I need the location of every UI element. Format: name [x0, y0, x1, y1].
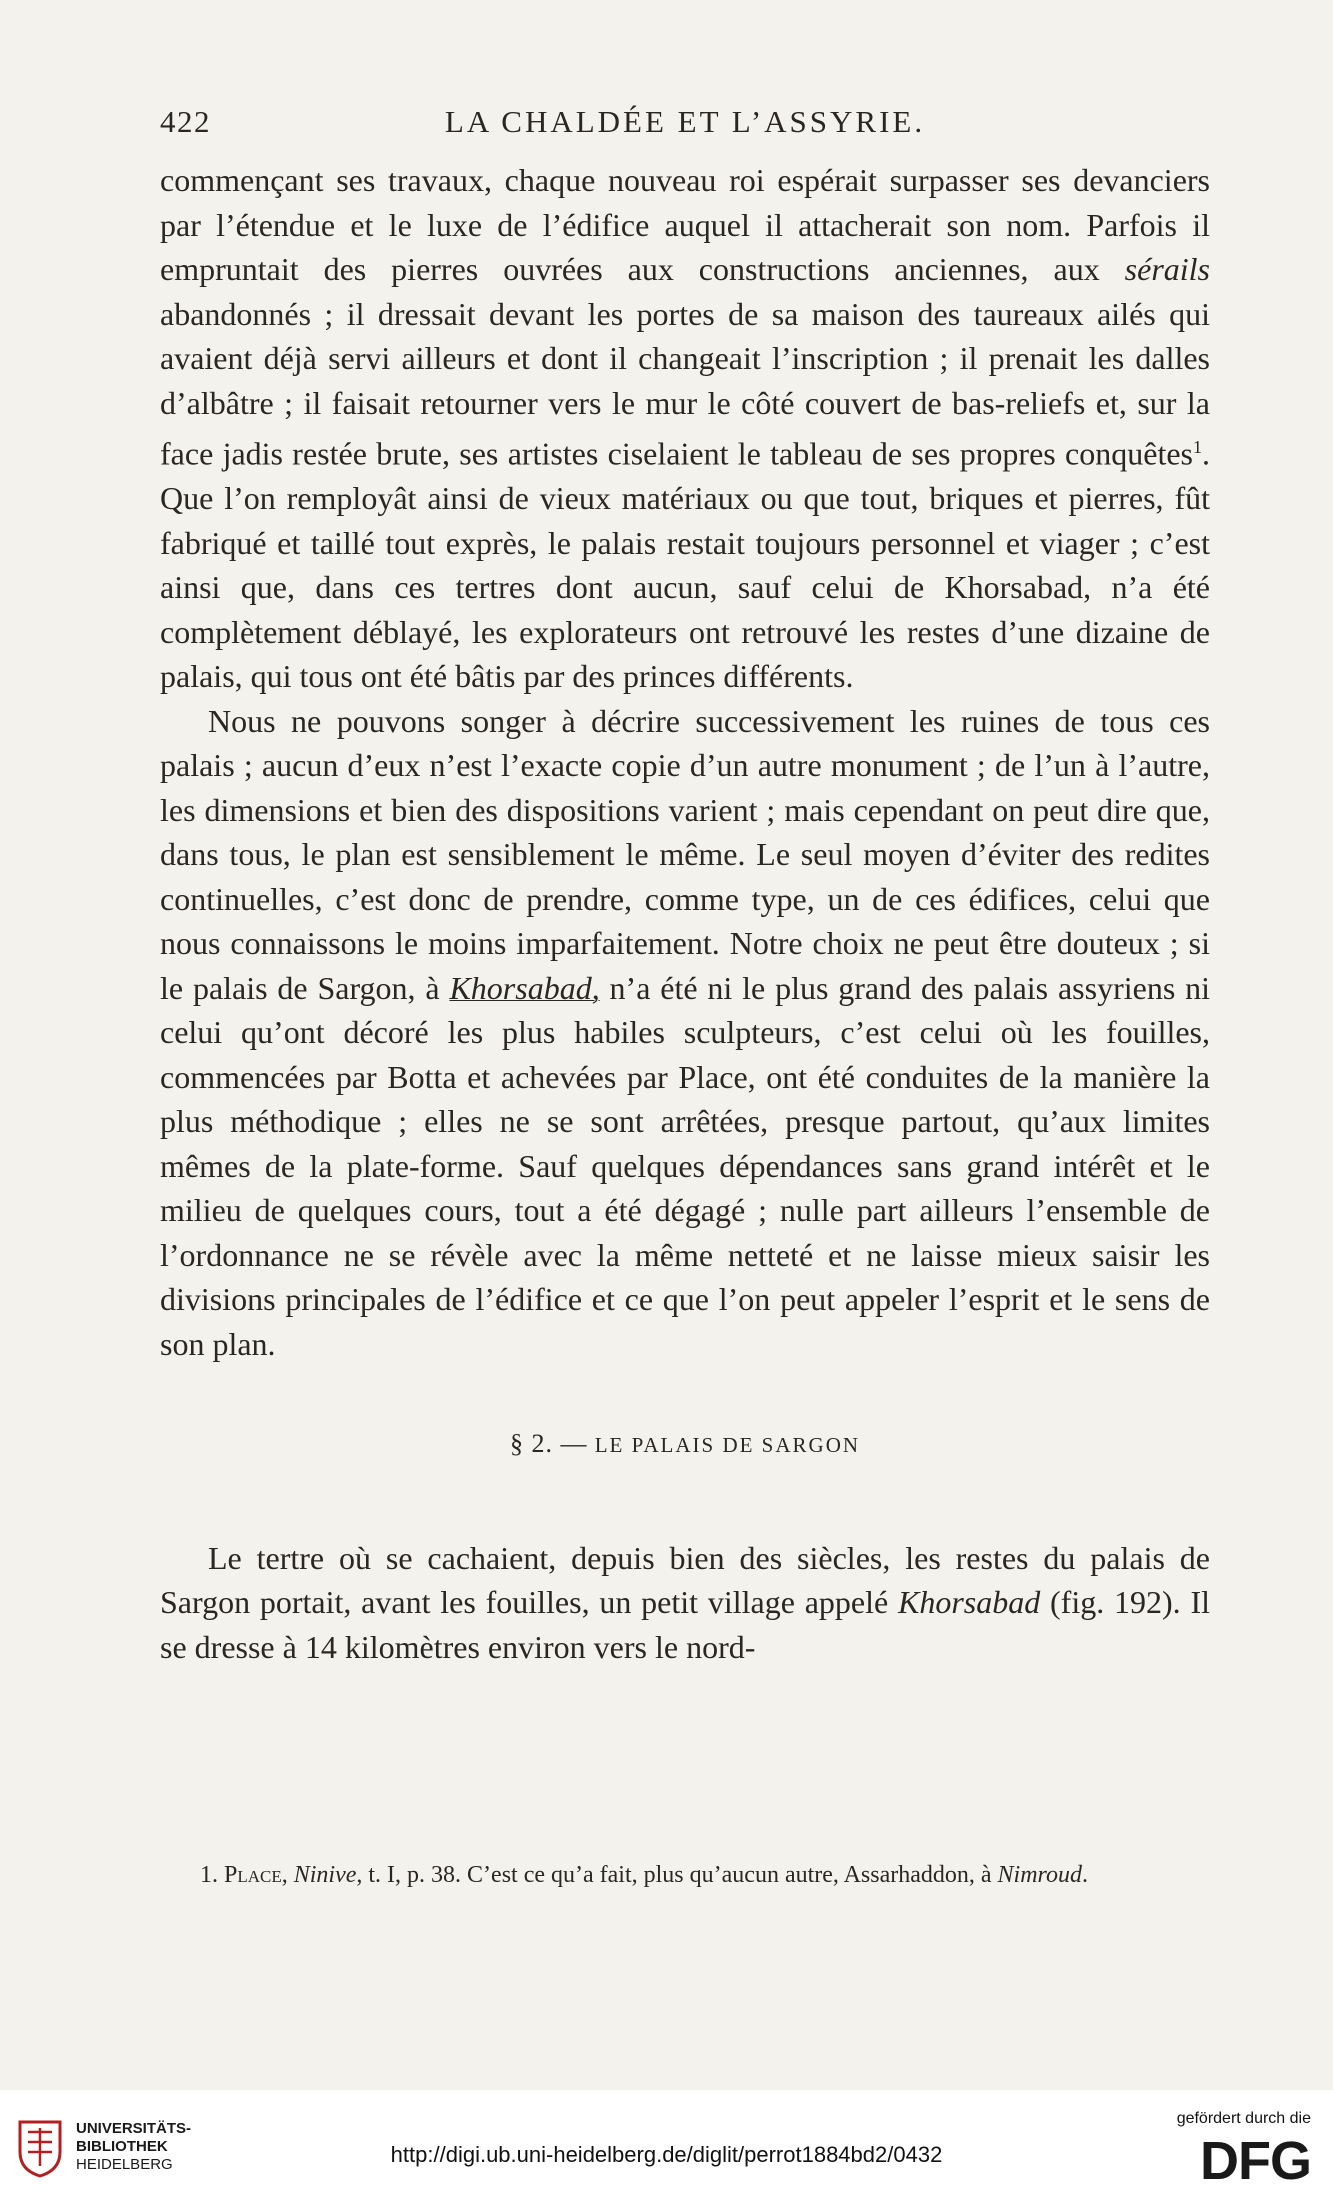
- body-text: [160, 158, 1210, 1669]
- running-title: LA CHALDÉE ET L’ASSYRIE.: [444, 104, 926, 139]
- library-line-2: BIBLIOTHEK: [76, 2138, 168, 2155]
- funding-text: gefördert durch die: [1176, 2110, 1311, 2127]
- footnote-separator: ,: [281, 1862, 294, 1888]
- viewer-footer: [0, 2090, 1333, 2191]
- paragraph-2-text-a: Nous ne pouvons songer à décrire successivement les ruines de tous ces palais ; aucun d’eux n’est l’exacte copie d’un autre monument ; de l’un à l’autre, les dimensions et bien des dispositions varient ; mais cependant on peut dire que, dans tous, le plan est sensiblement le même. Le seul moyen d’éviter des redites continuelles, c’est donc de prendre, comme type, un de ces édifices, celui que nous connaissons le moins imparfaitement. Notre choix ne peut être douteux ; si le palais de Sargon, à: [160, 702, 1210, 1006]
- library-line-1: UNIVERSITÄTS-: [76, 2120, 192, 2137]
- paragraph-2-text-c: n’a été ni le plus grand des palais assyriens ni celui qu’ont décoré les plus habiles sculpteurs, c’est celui où les fouilles, commencées par Botta et achevées par Place, ont été conduites de la manière la plus méthodique ; elles ne se sont arrêtées, presque partout, qu’aux limites mêmes de la plate-forme. Sauf quelques dépendances sans grand intérêt et le milieu de quelques cours, tout a été dégagé ; nulle part ailleurs l’ensemble de l’ordonnance ne se révèle avec la même netteté et ne laisse mieux saisir les divisions principales de l’édifice et ce que l’on peut appeler l’esprit et le sens de son plan.: [160, 969, 1211, 1362]
- italic-khorsabad: Khorsabad,: [449, 969, 600, 1006]
- paragraph-3: [160, 1536, 1210, 1670]
- footnote: [160, 1858, 1210, 1892]
- footnote-place: Nimroud: [997, 1862, 1083, 1888]
- footnote-marker: 1: [1193, 437, 1202, 457]
- section-title: LE PALAIS DE SARGON: [594, 1433, 861, 1458]
- paragraph-1-text-a: commençant ses travaux, chaque nouveau roi espérait surpasser ses devanciers par l’étendue et le luxe de l’édifice auquel il attacherait son nom. Parfois il empruntait des pierres ouvrées aux constructions anciennes, aux: [160, 162, 1210, 287]
- paragraph-2: [160, 699, 1210, 1367]
- page-number: 422: [160, 104, 211, 139]
- italic-khorsabad-2: Khorsabad: [897, 1584, 1041, 1621]
- permalink-url[interactable]: http://digi.ub.uni-heidelberg.de/diglit/perrot1884bd2/0432: [390, 2142, 943, 2167]
- footnote-end: .: [1082, 1862, 1089, 1888]
- footnote-author: Place: [224, 1862, 282, 1888]
- section-symbol: § 2. —: [509, 1429, 588, 1459]
- paragraph-1: [160, 158, 1210, 699]
- library-line-3: HEIDELBERG: [76, 2156, 173, 2173]
- paragraph-1-text-c: abandonnés ; il dressait devant les portes de sa maison des taureaux ailés qui avaient déjà servi ailleurs et dont il changeait l’inscription ; il prenait les dalles d’albâtre ; il faisait retourner vers le mur le côté couvert de bas-reliefs et, sur la face jadis restée brute, ses artistes ciselaient le tableau de ses propres conquêtes: [160, 295, 1210, 472]
- italic-serails: sérails: [1124, 251, 1210, 287]
- footnote-work: Ninive: [293, 1862, 357, 1888]
- dfg-logo: DFG: [1200, 2131, 1311, 2191]
- paragraph-1-text-d: . Que l’on remployât ainsi de vieux matériaux ou que tout, briques et pierres, fût fabriqué et taillé tout exprès, le palais restait toujours personnel et viager ; c’est ainsi que, dans ces tertres dont aucun, sauf celui de Khorsabad, n’a été complètement déblayé, les explorateurs ont retrouvé les restes d’une dizaine de palais, qui tous ont été bâtis par des princes différents.: [160, 435, 1210, 695]
- footnote-number: 1.: [200, 1862, 224, 1888]
- paragraph-3-text-a: Le tertre où se cachaient, depuis bien des siècles, les restes du palais de Sargon portait, avant les fouilles, un petit village appelé: [160, 1539, 1210, 1621]
- footnote-text: , t. I, p. 38. C’est ce qu’a fait, plus qu’aucun autre, Assarhaddon, à: [356, 1862, 998, 1888]
- paragraph-3-text-c: (fig. 192). Il se dresse à 14 kilomètres environ vers le nord-: [160, 1584, 1211, 1665]
- section-heading: [160, 1422, 1210, 1468]
